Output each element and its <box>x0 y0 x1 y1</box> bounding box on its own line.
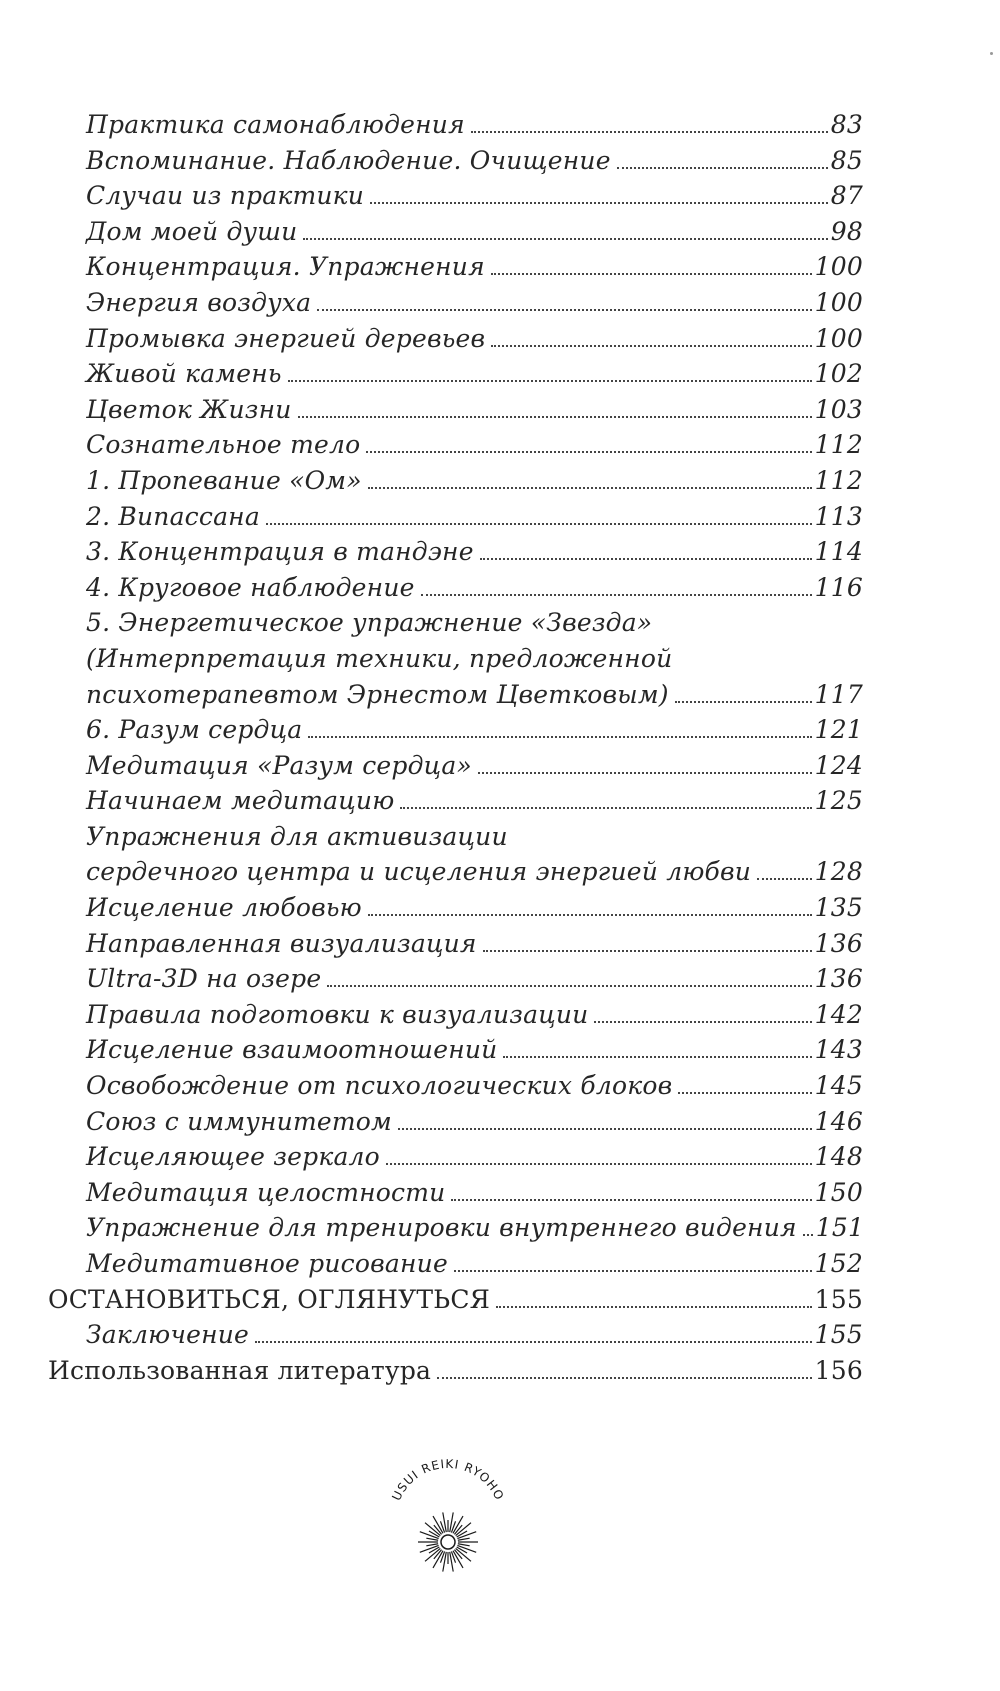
toc-entry-page: 151 <box>815 1213 865 1243</box>
toc-entry-title: 4. Круговое наблюдение <box>86 572 415 602</box>
toc-entry-page: 116 <box>814 572 863 602</box>
toc-entry-title: Промывка энергией деревьев <box>86 323 486 353</box>
toc-entry-page: 117 <box>814 679 863 709</box>
toc-entry <box>48 252 863 288</box>
dot-leader <box>288 380 812 382</box>
dot-leader <box>451 1199 811 1201</box>
toc-entry-title: Живой камень <box>86 359 282 389</box>
toc-entry <box>48 146 863 182</box>
toc-entry-title: Направленная визуализация <box>86 928 477 958</box>
toc-entry <box>48 1249 863 1285</box>
toc-entry-page: 112 <box>814 465 863 495</box>
toc-entry-title: Медитация целостности <box>86 1177 446 1207</box>
dot-leader <box>496 1306 812 1308</box>
toc-entry-page: 114 <box>814 537 863 567</box>
toc-entry <box>48 110 863 146</box>
toc-entry <box>48 395 863 431</box>
toc-entry <box>48 644 863 680</box>
toc-entry-title: Начинаем медитацию <box>86 786 395 816</box>
toc-entry-page: 155 <box>814 1284 863 1314</box>
scan-speck <box>990 52 993 55</box>
toc-entry-title: 1. Пропевание «Ом» <box>86 465 362 495</box>
dot-leader <box>678 1092 811 1094</box>
toc-entry-page: 85 <box>830 145 863 175</box>
sun-ray <box>426 1544 438 1546</box>
toc-entry-title: Концентрация. Упражнения <box>86 252 485 282</box>
dot-leader <box>421 594 812 596</box>
dot-leader <box>478 772 812 774</box>
toc-entry <box>48 1071 863 1107</box>
toc-entry <box>48 1213 863 1249</box>
dot-leader <box>386 1163 812 1165</box>
dot-leader <box>317 309 811 311</box>
dot-leader <box>503 1056 811 1058</box>
toc-entry-page: 100 <box>814 287 863 317</box>
toc-entry-title: Использованная литература <box>48 1355 432 1385</box>
toc-entry-page: 155 <box>814 1320 863 1350</box>
dot-leader <box>368 487 812 489</box>
toc-entry <box>48 929 863 965</box>
toc-entry-page: 87 <box>830 181 863 211</box>
toc-entry-title: Сознательное тело <box>86 430 361 460</box>
toc-entry-title: Медитация «Разум сердца» <box>86 750 472 780</box>
toc-entry-page: 136 <box>814 964 863 994</box>
toc-entry-page: 102 <box>814 359 863 389</box>
toc-entry <box>48 786 863 822</box>
toc-entry-page: 142 <box>814 999 863 1029</box>
dot-leader <box>266 523 812 525</box>
dot-leader <box>308 736 811 738</box>
toc-entry <box>48 502 863 538</box>
dot-leader <box>368 914 812 916</box>
toc-entry-page: 103 <box>814 394 863 424</box>
dot-leader <box>454 1270 812 1272</box>
toc-entry <box>48 1178 863 1214</box>
dot-leader <box>398 1128 812 1130</box>
toc-entry-title: Упражнение для тренировки внутреннего видения <box>86 1213 797 1243</box>
toc-entry-page: 100 <box>814 252 863 282</box>
toc-entry <box>48 359 863 395</box>
toc-entry-page: 148 <box>814 1142 863 1172</box>
toc-entry-title: Энергия воздуха <box>86 287 312 317</box>
toc-entry <box>48 893 863 929</box>
dot-leader <box>480 558 812 560</box>
toc-entry-title: 2. Випассана <box>86 501 260 531</box>
toc-entry-title: психотерапевтом Эрнестом Цветковым) <box>86 679 669 709</box>
toc-entry-page: 156 <box>814 1355 863 1385</box>
dot-leader <box>298 416 812 418</box>
toc-entry-title: Медитативное рисование <box>86 1249 448 1278</box>
toc-entry-title: Освобождение от психологических блоков <box>86 1071 673 1101</box>
toc-entry-page: 83 <box>830 110 863 139</box>
toc-entry-title: 6. Разум сердца <box>86 715 303 745</box>
toc-entry <box>48 181 863 217</box>
toc-entry-title: 5. Энергетическое упражнение «Звезда» <box>86 608 653 638</box>
toc-entry-title: Цветок Жизни <box>86 394 292 424</box>
sun-icon <box>418 1512 478 1571</box>
dot-leader <box>594 1021 811 1023</box>
toc-entry-title: Упражнения для активизации <box>86 821 508 851</box>
dot-leader <box>483 950 812 952</box>
toc-entry-page: 113 <box>814 501 863 531</box>
dot-leader <box>675 701 812 703</box>
toc-entry <box>48 964 863 1000</box>
toc-entry <box>48 573 863 609</box>
toc-entry <box>48 430 863 466</box>
toc-entry-page: 100 <box>814 323 863 353</box>
toc-entry-title: Правила подготовки к визуализации <box>86 999 589 1029</box>
sun-ray <box>458 1538 470 1540</box>
toc-entry-page: 121 <box>814 715 863 745</box>
toc-entry-title: Случаи из практики <box>86 181 365 211</box>
toc-entry-page: 143 <box>814 1035 863 1065</box>
logo-text: USUI REIKI RYOHO <box>389 1456 507 1503</box>
dot-leader <box>437 1377 812 1379</box>
toc-entry-page: 135 <box>814 893 863 923</box>
toc-entry <box>48 1107 863 1143</box>
toc-entry-title: (Интерпретация техники, предложенной <box>86 643 673 673</box>
toc-entry <box>48 1285 863 1321</box>
toc-entry <box>48 822 863 858</box>
dot-leader <box>471 131 828 133</box>
toc-entry-page: 112 <box>814 430 863 460</box>
sun-ray <box>426 1538 438 1540</box>
dot-leader <box>617 167 828 169</box>
toc-entry-title: Дом моей души <box>86 216 298 246</box>
toc-entry <box>48 217 863 253</box>
toc-entry-page: 150 <box>814 1177 863 1207</box>
toc-entry <box>48 608 863 644</box>
reiki-logo <box>378 1450 518 1590</box>
toc-entry-page: 125 <box>814 786 863 816</box>
toc-entry-title: Заключение <box>86 1320 250 1350</box>
dot-leader <box>400 807 811 809</box>
toc-entry-page: 128 <box>814 857 863 887</box>
toc-entry-page: 98 <box>830 216 863 246</box>
toc-entry <box>48 1320 863 1356</box>
table-of-contents <box>48 110 863 1391</box>
toc-entry-title: Ultra-3D на озере <box>86 964 322 994</box>
toc-entry-title: Исцеление взаимоотношений <box>86 1035 498 1065</box>
toc-entry <box>48 1142 863 1178</box>
toc-entry-title: 3. Концентрация в тандэне <box>86 537 474 567</box>
toc-entry-page: 124 <box>814 750 863 780</box>
dot-leader <box>803 1234 813 1236</box>
dot-leader <box>491 345 811 347</box>
toc-entry <box>48 288 863 324</box>
toc-entry <box>48 1356 863 1392</box>
toc-entry <box>48 715 863 751</box>
dot-leader <box>366 451 811 453</box>
toc-entry <box>48 857 863 893</box>
toc-entry-page: 136 <box>814 928 863 958</box>
dot-leader <box>757 878 812 880</box>
dot-leader <box>327 985 811 987</box>
toc-entry-title: Вспоминание. Наблюдение. Очищение <box>86 145 611 175</box>
toc-entry-title: ОСТАНОВИТЬСЯ, ОГЛЯНУТЬСЯ <box>48 1284 491 1314</box>
dot-leader <box>303 238 827 240</box>
toc-entry-page: 152 <box>814 1249 863 1278</box>
dot-leader <box>491 273 812 275</box>
sun-ray <box>458 1544 470 1546</box>
toc-entry-title: сердечного центра и исцеления энергией любви <box>86 857 752 887</box>
dot-leader <box>370 202 828 204</box>
sun-core <box>441 1535 455 1549</box>
toc-entry-title: Исцеляющее зеркало <box>86 1142 380 1172</box>
toc-entry-title: Исцеление любовью <box>86 893 362 923</box>
toc-entry-title: Практика самонаблюдения <box>86 110 465 139</box>
toc-entry <box>48 537 863 573</box>
toc-entry <box>48 1035 863 1071</box>
toc-entry-page: 146 <box>814 1106 863 1136</box>
toc-entry <box>48 466 863 502</box>
toc-entry-page: 145 <box>814 1071 863 1101</box>
toc-entry <box>48 680 863 716</box>
toc-entry <box>48 324 863 360</box>
toc-entry-title: Союз с иммунитетом <box>86 1106 392 1136</box>
toc-entry <box>48 751 863 787</box>
dot-leader <box>255 1341 812 1343</box>
toc-entry <box>48 1000 863 1036</box>
